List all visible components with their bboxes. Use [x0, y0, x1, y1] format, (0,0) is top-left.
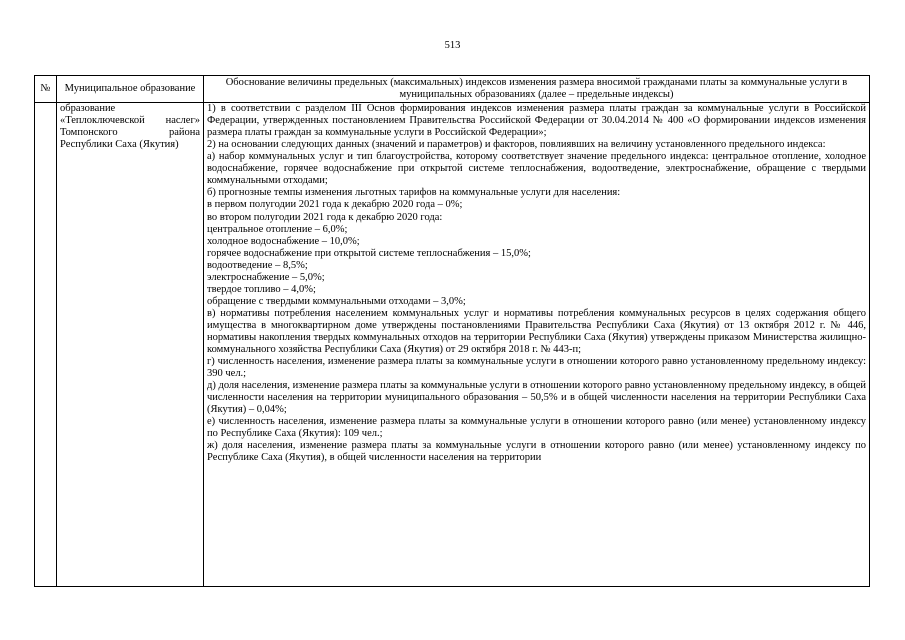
- table-header-row: [35, 76, 870, 103]
- paragraph: холодное водоснабжение – 10,0%;: [207, 235, 360, 247]
- header-municipality: Муниципальное образование: [57, 76, 204, 103]
- paragraph: в) нормативы потребления населением коммунальных услуг и нормативы потребления коммунальных ресурсов в целях содержания общего имущества в многоквартирном доме утверждены постановлениями Правительства Республики Саха (Якутия) от 13 октября 2012 г. № 446, нормативы накопления твердых коммунальных отходов на территории Республики Саха (Якутия) утверждены приказом Министерства жилищно-коммунального хозяйства Республики Саха (Якутия) от 29 октября 2018 г. № 443-п;: [207, 307, 866, 356]
- paragraph: водоотведение – 8,5%;: [207, 259, 308, 271]
- cell-number: [35, 103, 57, 587]
- paragraph: во втором полугодии 2021 года к декабрю 2020 года:: [207, 211, 443, 223]
- cell-municipality: образование «Теплоключевской наслег» Томпонского района Республики Саха (Якутия): [57, 103, 204, 587]
- paragraph: а) набор коммунальных услуг и тип благоустройства, которому соответствует значение предельного индекса: центральное отопление, холодное водоснабжение, горячее водоснабжение при открытой системе теплоснабжения, водоотведение, электроснабжение, обращение с твердыми коммунальными отходами;: [207, 151, 866, 187]
- paragraph: е) численность населения, изменение размера платы за коммунальные услуги в отношении которого равно (или менее) установленному индексу по Республике Саха (Якутия): 109 чел.;: [207, 416, 866, 440]
- paragraph: горячее водоснабжение при открытой системе теплоснабжения – 15,0%;: [207, 247, 531, 259]
- cell-justification: [204, 103, 870, 587]
- paragraph: в первом полугодии 2021 года к декабрю 2020 года – 0%;: [207, 199, 463, 211]
- paragraph: твердое топливо – 4,0%;: [207, 283, 316, 295]
- paragraph: электроснабжение – 5,0%;: [207, 271, 325, 283]
- paragraph: ж) доля населения, изменение размера платы за коммунальные услуги в отношении которого равно (или менее) установленному индексу по Республике Саха (Якутия), в общей численности населения на территории: [207, 440, 866, 464]
- paragraph: центральное отопление – 6,0%;: [207, 223, 348, 235]
- justification-table: [34, 75, 870, 587]
- paragraph: обращение с твердыми коммунальными отходами – 3,0%;: [207, 295, 466, 307]
- header-number: №: [35, 76, 57, 103]
- paragraph: 1) в соответствии с разделом III Основ формирования индексов изменения размера платы граждан за коммунальные услуги в Российской Федерации, утвержденных постановлением Правительства Российской Федерации от 30.04.2014 № 400 «О формировании индексов изменения размера платы граждан за коммунальные услуги в Российской Федерации»;: [207, 103, 866, 139]
- header-justification: Обоснование величины предельных (максимальных) индексов изменения размера вносимой гражданами платы за коммунальные услуги в муниципальных образованиях (далее – предельные индексы): [204, 76, 870, 103]
- paragraph: 2) на основании следующих данных (значений и параметров) и факторов, повлиявших на величину установленного предельного индекса:: [207, 139, 826, 151]
- paragraph: б) прогнозные темпы изменения льготных тарифов на коммунальные услуги для населения:: [207, 187, 621, 199]
- justification-text: [207, 103, 866, 586]
- paragraph: д) доля населения, изменение размера платы за коммунальные услуги в отношении которого равно установленному предельному индексу, в общей численности населения на территории муниципального образования – 50,5% и в общей численности населения на территории Республики Саха (Якутия) – 0,04%;: [207, 380, 866, 416]
- paragraph: г) численность населения, изменение размера платы за коммунальные услуги в отношении которого равно установленному предельному индексу: 390 чел.;: [207, 356, 866, 380]
- page-number: 513: [444, 40, 461, 51]
- table-row: [35, 103, 870, 587]
